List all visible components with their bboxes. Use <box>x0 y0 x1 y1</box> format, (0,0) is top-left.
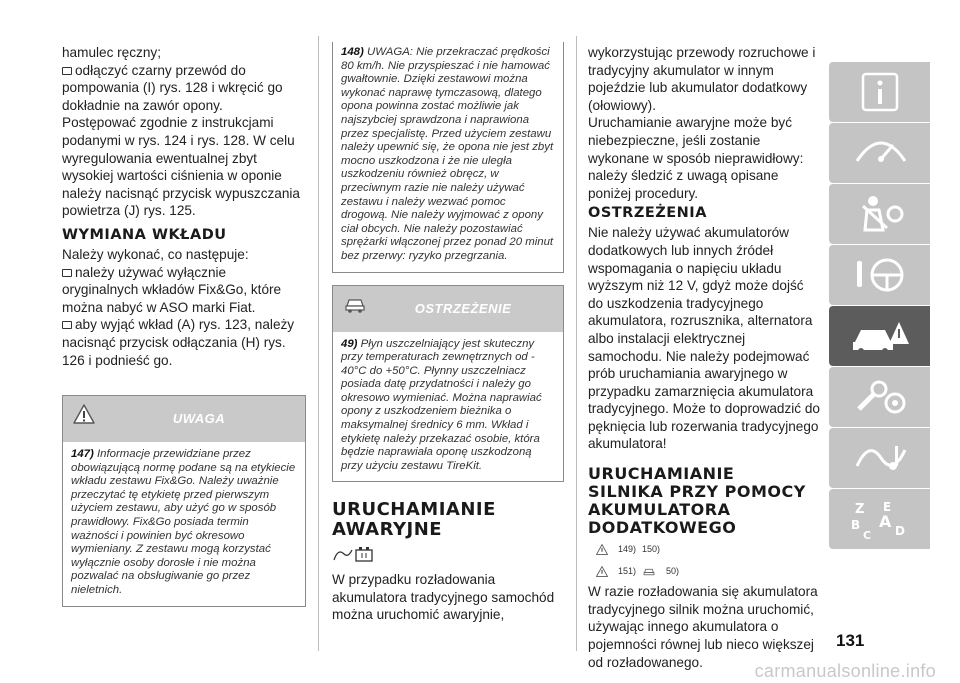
note-number: 147) <box>71 448 94 461</box>
tab-dashboard[interactable] <box>829 123 930 183</box>
column-divider <box>318 36 319 651</box>
bullet-text: odłączyć czarny przewód do pompowania (I) rys. 128 i wkręcić go dokładnie na zawór opony. <box>62 62 283 113</box>
tab-maintenance[interactable] <box>829 367 930 427</box>
reference-row <box>596 563 822 581</box>
bullet-item <box>62 62 306 115</box>
car-warning-icon <box>343 294 367 314</box>
tab-index[interactable] <box>829 489 930 549</box>
note-text: Informacje przewidziane przez obowiązującą normę podane są na etykiecie wkładu zestawu Fix&Go. Należy uważnie przeczytać tę etykietę przed pierwszym użyciem zestawu, aby użyć go w sposób prawidłowy. Fix&Go posiada termin ważności i powinien być okresowo wymieniany. Z zestawu mogą korzystać wyłącznie osoby dorosłe i nie można pozwalać na obsługiwanie go przez nieletnich. <box>71 448 296 597</box>
section-heading: URUCHAMIANIE SILNIKA PRZY POMOCY AKUMULATORA DODATKOWEGO <box>588 464 806 538</box>
car-warning-icon <box>642 566 656 577</box>
paragraph: wykorzystując przewody rozruchowe i tradycyjny akumulator w innym pojeździe lub akumulator dodatkowy (ołowiowy). <box>588 45 816 113</box>
paragraph: Uruchamianie awaryjne może być niebezpieczne, jeśli zostanie wykonane w sposób nieprawidłowy: należy śledzić z uwagą opisane poniżej procedury. <box>588 115 804 201</box>
box-body <box>333 42 563 272</box>
svg-text:Z: Z <box>855 502 865 517</box>
dashboard-icon <box>849 131 913 175</box>
right-column <box>588 44 822 671</box>
box-body <box>63 442 305 606</box>
reference-number: 50) <box>666 565 680 576</box>
box-header <box>63 396 305 442</box>
paragraph: hamulec ręczny; <box>62 45 161 60</box>
box-title: UWAGA <box>172 411 226 427</box>
steering-icon <box>849 253 913 297</box>
bullet-item <box>62 316 306 369</box>
tab-emergency[interactable] <box>829 306 930 366</box>
note-number: 49) <box>341 337 358 350</box>
tab-multimedia[interactable] <box>829 428 930 488</box>
warnings-heading: OSTRZEŻENIA <box>588 205 707 222</box>
middle-column <box>332 42 564 624</box>
note-number: 148) <box>341 46 364 58</box>
bullet-text: należy używać wyłącznie oryginalnych wkładów Fix&Go, które można nabyć w ASO marki Fiat. <box>62 264 282 315</box>
reference-row <box>596 541 822 559</box>
svg-text:E: E <box>883 500 892 514</box>
warning-icon <box>596 544 608 555</box>
section-heading: WYMIANA WKŁADU <box>62 226 227 243</box>
paragraph: Należy wykonać, co następuje: <box>62 246 249 262</box>
reference-number: 150) <box>642 544 661 555</box>
bullet-icon <box>62 321 72 329</box>
paragraph: Nie należy używać akumulatorów dodatkowych lub innych źródeł wspomagania o napięciu układu wyższym niż 12 V, gdyż może dojść do uszkodzenia tradycyjnego akumulatora, rozrusznika, alternatora albo instalacji elektrycznej samochodu. Nie należy podejmować prób uruchamiania awaryjnego w przypadku zamarznięcia akumulatora tradycyjnego. Może to doprowadzić do pęknięcia lub rozerwania tradycyjnego akumulatora! <box>588 225 820 452</box>
battery-icon <box>332 544 564 569</box>
reference-number: 149) <box>618 544 637 555</box>
safety-icon <box>849 192 913 236</box>
tab-steering[interactable] <box>829 245 930 305</box>
svg-text:B: B <box>851 518 861 532</box>
uwaga-box <box>62 395 306 607</box>
paragraph: Postępować zgodnie z instrukcjami podanymi w rys. 124 i rys. 128. W celu wyregulowania ewentualnej zbyt wysokiej wartości ciśnienia w oponie należy nacisnąć przycisk wypuszczania powietrza (J) rys. 125. <box>62 115 300 219</box>
section-heading: URUCHAMIANIE AWARYJNE <box>332 499 496 541</box>
bullet-icon <box>62 269 72 277</box>
note-text: UWAGA: Nie przekraczać prędkości 80 km/h. Nie przyspieszać i nie hamować gwałtownie. Dzięki zestawowi można wykonać naprawę tymczasową, dlatego opona powinna zostać możliwie jak najszybciej sprawdzona i naprawiona przez specjalistę. Przed użyciem zestawu należy upewnić się, że opona nie jest zbyt mocno uszkodzona i że nie uległa uszkodzeniu również obręcz, w przeciwnym razie nie należy używać zestawu i należy wezwać pomoc drogową. Nie należy wyjmować z opony ciał obcych. Nie należy pozostawiać sprężarki włączonej przez ponad 20 minut bez przerwy: ryzyko przegrzania. <box>341 46 554 262</box>
box-title: OSTRZEŻENIE <box>414 300 512 316</box>
chapter-sidebar <box>829 62 930 602</box>
info-icon <box>849 70 913 114</box>
bullet-text: aby wyjąć wkład (A) rys. 123, należy nacisnąć przycisk odłączania (H) rys. 126 i podnieść go. <box>62 317 295 368</box>
box-header <box>333 286 563 332</box>
maintenance-icon <box>849 375 913 419</box>
paragraph: W przypadku rozładowania akumulatora tradycyjnego samochód można uruchomić awaryjnie, <box>332 572 555 623</box>
reference-number: 151) <box>618 565 637 576</box>
paragraph: W razie rozładowania się akumulatora tradycyjnego silnik można uruchomić, używając innego akumulatora o pojemności równej lub nieco większej od rozładowanego. <box>588 584 818 670</box>
index-icon <box>849 497 913 541</box>
note-148-box <box>332 42 564 273</box>
multimedia-icon <box>849 436 913 480</box>
left-column <box>62 44 306 607</box>
emergency-car-icon <box>849 314 913 358</box>
note-text: Płyn uszczelniający jest skuteczny przy temperaturach zewnętrznych od - 40°C do +50°C. Płynny uszczelniacz posiada datę przydatności i należy go okresowo wymieniać. Można naprawiać opony z uszkodzeniem bieżnika o maksymalnej średnicy 6 mm. Wkład i etykietę należy przekazać osobie, która będzie naprawiała oponę uszkodzoną przy użyciu zestawu TireKit. <box>341 337 542 472</box>
page-number: 131 <box>836 631 865 650</box>
bullet-item <box>62 264 306 317</box>
warning-icon <box>73 404 95 424</box>
box-body <box>333 332 563 482</box>
tab-info[interactable] <box>829 62 930 122</box>
column-divider <box>576 36 577 651</box>
svg-text:C: C <box>863 529 872 541</box>
watermark: carmanualsonline.info <box>754 661 936 681</box>
bullet-icon <box>62 67 72 75</box>
tab-safety[interactable] <box>829 184 930 244</box>
svg-text:D: D <box>895 524 905 538</box>
ostrzezenie-box <box>332 285 564 483</box>
warning-icon <box>596 566 608 577</box>
svg-text:A: A <box>879 512 892 531</box>
